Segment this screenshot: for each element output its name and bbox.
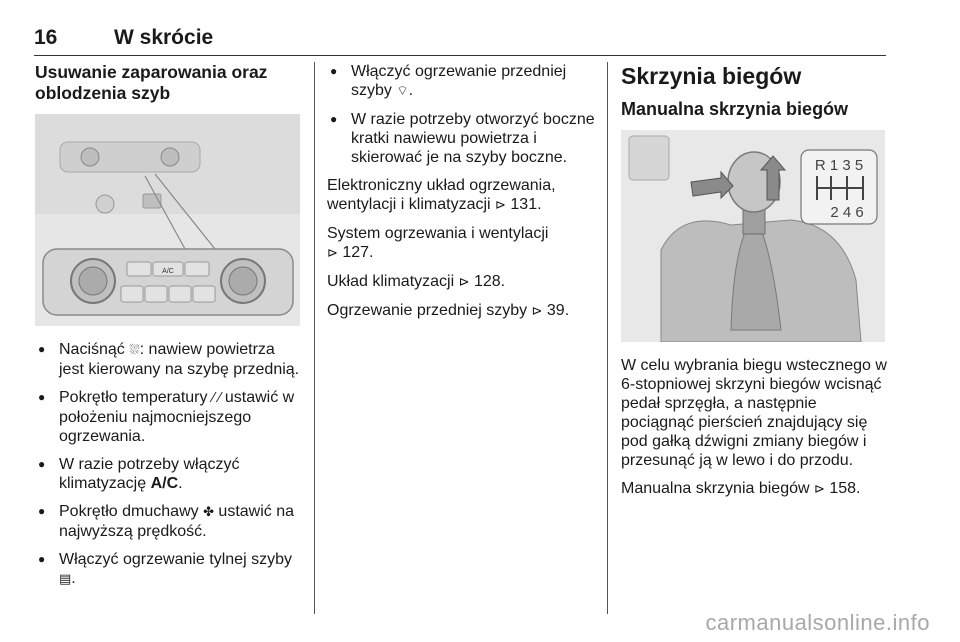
text: Naciśnąć [59,341,130,358]
text: System ogrzewania i wentylacji [327,225,549,242]
heading-line: oblodzenia szyb [35,83,171,103]
column-defrost-continued [327,62,597,321]
text: Ogrzewanie przedniej szyby [327,302,528,319]
page-header [34,26,886,56]
list-item [35,550,300,589]
climate-control-illustration [35,114,300,326]
reference-paragraph [327,224,597,263]
page-reference[interactable]: 39. [546,302,570,319]
text: Pokrętło temperatury [59,389,212,406]
column-transmission [621,62,889,499]
text: : nawiew powietrza jest kierowany na szybę przednią. [59,341,300,378]
subheading-manual-transmission: Manualna skrzynia biegów [621,99,849,119]
list-item: ● W razie potrzeby otworzyć boczne kratki nawiewu powietrza i skierować je na szyby boczne. [327,110,597,167]
list-item [35,388,300,446]
page-ref-arrow-icon: ⊳ [327,246,338,261]
reverse-gear-instructions: W celu wybrania biegu wstecznego w 6-stopniowej skrzyni biegów wcisnąć pedał sprzęgła, a następnie pociągnąć pierścień znajdujący się pod gałką dźwigni zmiany biegów i przesunąć ją w lewo i do przodu. [621,357,887,469]
text: Pokrętło dmuchawy [59,503,204,520]
column-defrost [35,62,300,589]
gear-lever-illustration [621,130,885,342]
page-ref-arrow-icon: ⊳ [814,482,825,497]
reference-paragraph [327,301,597,321]
page-ref-arrow-icon: ⊳ [458,275,470,290]
defrost-steps [35,340,300,589]
column-divider [314,62,315,614]
rear-window-heating-icon: ▤ [59,572,72,587]
page-number: 16 [34,26,58,49]
reference-paragraph [327,176,597,215]
page-ref-arrow-icon: ⊳ [495,198,506,213]
gear-lever-drawing [621,130,885,342]
front-window-heating-icon: ⌔ [396,84,409,99]
heading-transmission: Skrzynia biegów [621,63,802,89]
column-divider [607,62,608,614]
gear-pattern-bottom: 2 4 6 [830,204,864,221]
text: ustawić w położeniu najmocniejszego ogrzewania. [59,389,295,445]
temperature-icon: ⁄ ⁄ [211,391,221,406]
text: Elektroniczny układ ogrzewania, wentylacji i klimatyzacji [327,177,556,213]
climate-panel-drawing [35,114,300,326]
text: Manualna skrzynia biegów [621,480,810,497]
page-ref-arrow-icon: ⊳ [531,304,543,319]
gear-pattern-top: R 1 3 5 [814,157,864,174]
text: . [178,475,183,492]
ac-label-text: A/C [150,475,179,492]
text: Włączyć ogrzewanie tylnej szyby [59,551,292,568]
page-reference[interactable]: 158. [829,480,861,497]
list-item [35,455,300,493]
defrost-steps-continued [327,62,597,167]
section-title: W skrócie [114,26,214,49]
reference-paragraph [621,479,889,499]
text: . [408,82,414,99]
reference-paragraph [327,272,597,292]
windscreen-airflow-icon: ⛆ [129,343,140,358]
text: Włączyć ogrzewanie przedniej szyby [351,63,567,99]
page-reference[interactable]: 131. [510,196,542,213]
text: Układ klimatyzacji [327,273,455,290]
list-item [35,502,300,541]
list-item [327,62,597,101]
text: . [71,570,76,587]
list-item [35,340,300,379]
text: ustawić na najwyższą prędkość. [59,503,295,540]
page-reference[interactable]: 128. [473,273,506,290]
page-reference[interactable]: 127. [342,244,374,261]
fan-icon: ✤ [203,505,214,520]
heading-defrost [35,62,300,104]
heading-line: Usuwanie zaparowania oraz [35,62,268,82]
text: W razie potrzeby włączyć klimatyzację [59,456,240,492]
ac-label: A/C [162,268,174,275]
watermark: carmanualsonline.info [705,610,930,635]
